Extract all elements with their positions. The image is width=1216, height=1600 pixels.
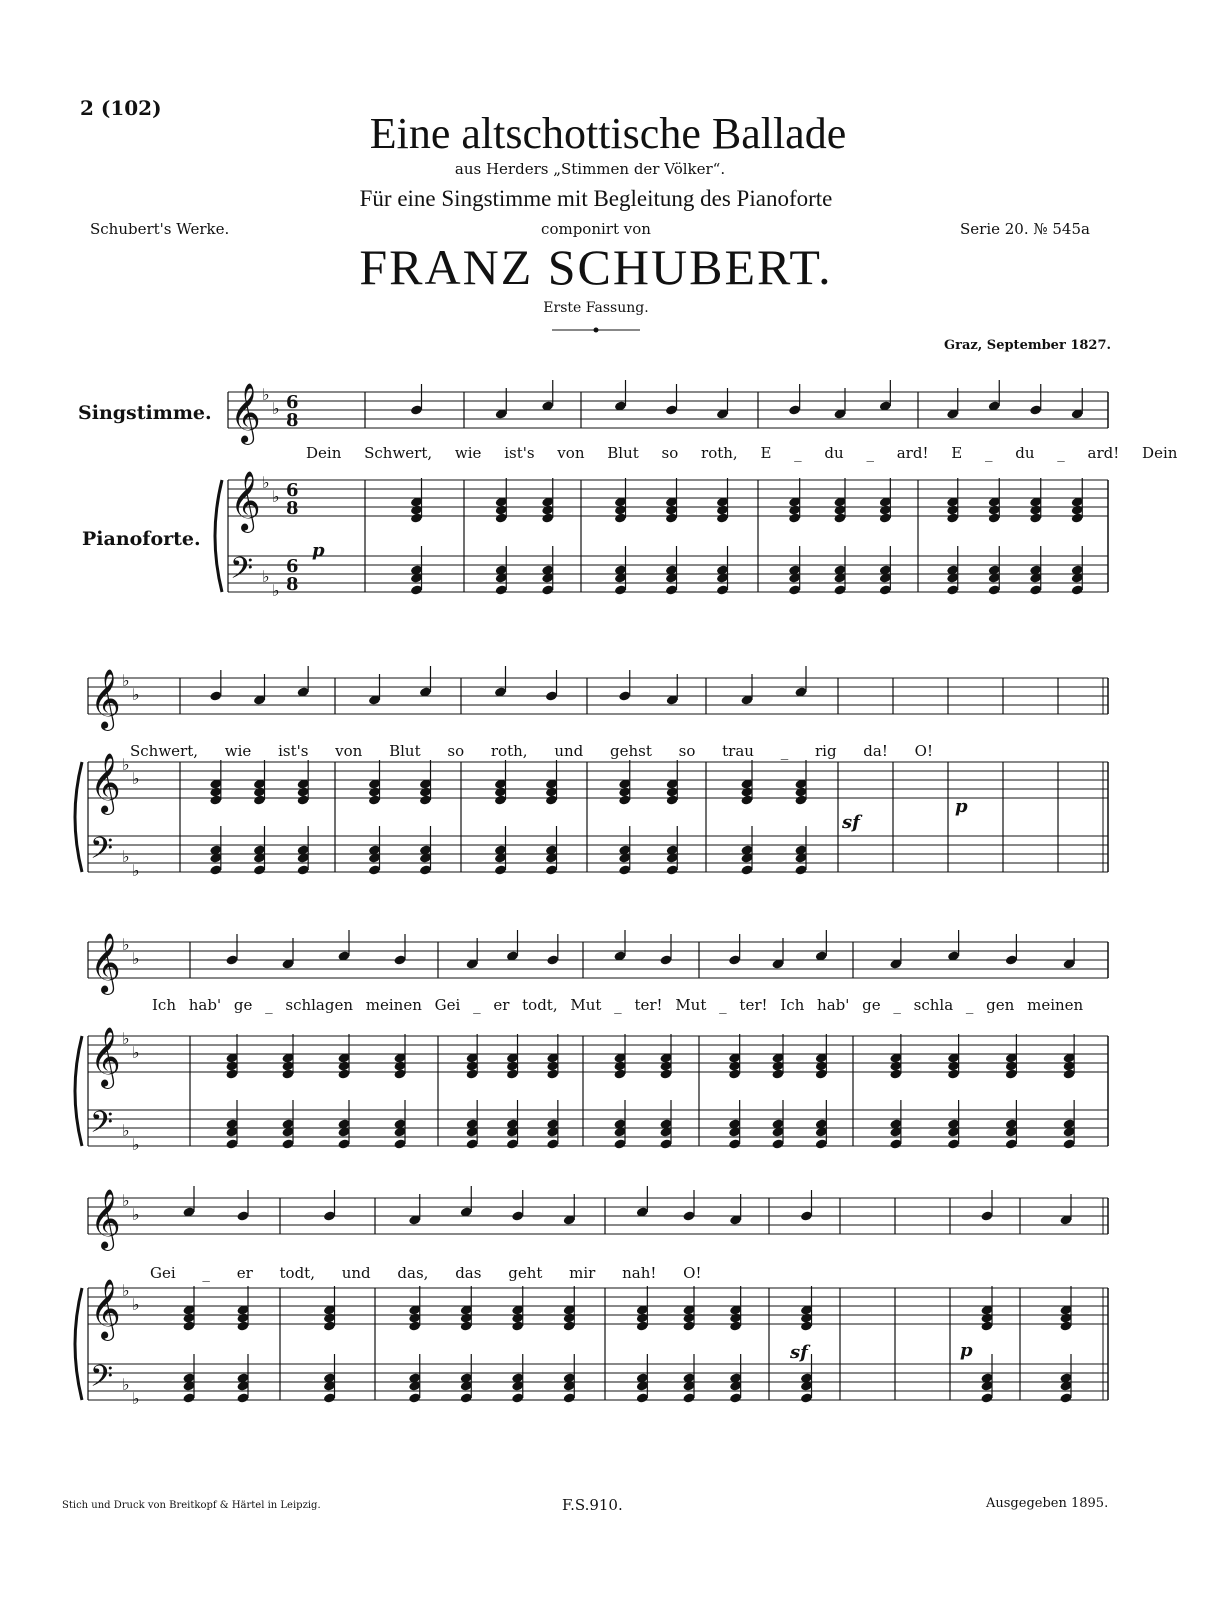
piano-brace xyxy=(215,480,222,592)
time-signature-bottom: 8 xyxy=(286,410,299,431)
flat-icon: ♭ xyxy=(262,473,270,492)
piano-brace xyxy=(75,1036,82,1146)
bass-clef-icon: 𝄢 xyxy=(90,1106,114,1147)
flat-icon: ♭ xyxy=(122,1375,130,1394)
time-signature-bottom: 8 xyxy=(286,498,299,519)
bass-clef-icon: 𝄢 xyxy=(90,1360,114,1401)
flat-icon: ♭ xyxy=(122,847,130,866)
lyrics-system-3: Ich hab' ge _ schlagen meinen Gei _ er todt, Mut _ ter! Mut _ ter! Ich hab' ge _ schla _ gen meinen xyxy=(152,996,1084,1014)
piece-title: Eine altschottische Ballade xyxy=(369,109,847,158)
time-signature-top: 6 xyxy=(286,480,299,501)
title-rule-dot-icon xyxy=(594,328,599,333)
lyrics-system-1: Dein Schwert, wie ist's von Blut so roth, E _ du _ ard! E _ du _ ard! Dein xyxy=(306,444,1178,462)
treble-clef-icon: 𝄞 xyxy=(90,1027,121,1087)
dynamic-sforzando: sf xyxy=(790,1342,808,1363)
scoring-line: Für eine Singstimme mit Begleitung des Pianoforte xyxy=(359,186,833,211)
flat-icon: ♭ xyxy=(132,861,140,880)
treble-clef-icon: 𝄞 xyxy=(90,1189,121,1249)
flat-icon: ♭ xyxy=(132,685,140,704)
flat-icon: ♭ xyxy=(122,671,130,690)
flat-icon: ♭ xyxy=(272,487,280,506)
flat-icon: ♭ xyxy=(122,935,130,954)
piece-subtitle: aus Herders „Stimmen der Völker“. xyxy=(454,160,726,178)
edition-name: Schubert's Werke. xyxy=(90,220,230,238)
plate-number: F.S.910. xyxy=(562,1496,623,1514)
treble-clef-icon: 𝄞 xyxy=(90,753,121,813)
bass-clef-icon: 𝄢 xyxy=(230,552,254,593)
flat-icon: ♭ xyxy=(132,769,140,788)
flat-icon: ♭ xyxy=(272,399,280,418)
time-signature-top: 6 xyxy=(286,556,299,577)
issue-date: Ausgegeben 1895. xyxy=(986,1496,1109,1511)
flat-icon: ♭ xyxy=(132,1389,140,1408)
time-signature-bottom: 8 xyxy=(286,574,299,595)
lyrics-system-2: Schwert, wie ist's von Blut so roth, und gehst so trau _ rig da! O! xyxy=(130,742,933,760)
flat-icon: ♭ xyxy=(132,949,140,968)
flat-icon: ♭ xyxy=(262,567,270,586)
flat-icon: ♭ xyxy=(122,1121,130,1140)
flat-icon: ♭ xyxy=(132,1295,140,1314)
piano-brace xyxy=(75,1288,82,1400)
treble-clef-icon: 𝄞 xyxy=(90,1279,121,1339)
version-label: Erste Fassung. xyxy=(543,300,649,316)
composed-by-line: componirt von xyxy=(541,220,651,238)
treble-clef-icon: 𝄞 xyxy=(230,383,261,443)
flat-icon: ♭ xyxy=(262,385,270,404)
composer-name: FRANZ SCHUBERT. xyxy=(359,239,833,295)
lyrics-system-4: Gei _ er todt, und das, das geht mir nah! O! xyxy=(150,1264,702,1282)
dynamic-sforzando: sf xyxy=(842,812,860,833)
flat-icon: ♭ xyxy=(132,1135,140,1154)
voice-part-label: Singstimme. xyxy=(78,402,212,424)
time-signature-top: 6 xyxy=(286,392,299,413)
treble-clef-icon: 𝄞 xyxy=(90,669,121,729)
treble-clef-icon: 𝄞 xyxy=(90,933,121,993)
page-number: 2 (102) xyxy=(80,96,162,120)
dynamic-piano: p xyxy=(955,796,968,817)
flat-icon: ♭ xyxy=(122,1191,130,1210)
flat-icon: ♭ xyxy=(132,1043,140,1062)
bass-clef-icon: 𝄢 xyxy=(90,832,114,873)
composition-date: Graz, September 1827. xyxy=(944,338,1112,353)
printer-credit: Stich und Druck von Breitkopf & Härtel in Leipzig. xyxy=(62,1500,321,1511)
treble-clef-icon: 𝄞 xyxy=(230,471,261,531)
series-number: Serie 20. № 545a xyxy=(960,220,1090,238)
flat-icon: ♭ xyxy=(122,1029,130,1048)
dynamic-piano: p xyxy=(312,540,325,561)
dynamic-piano: p xyxy=(960,1340,973,1361)
flat-icon: ♭ xyxy=(272,581,280,600)
flat-icon: ♭ xyxy=(122,755,130,774)
flat-icon: ♭ xyxy=(122,1281,130,1300)
piano-brace xyxy=(75,762,82,872)
piano-part-label: Pianoforte. xyxy=(82,528,201,550)
flat-icon: ♭ xyxy=(132,1205,140,1224)
